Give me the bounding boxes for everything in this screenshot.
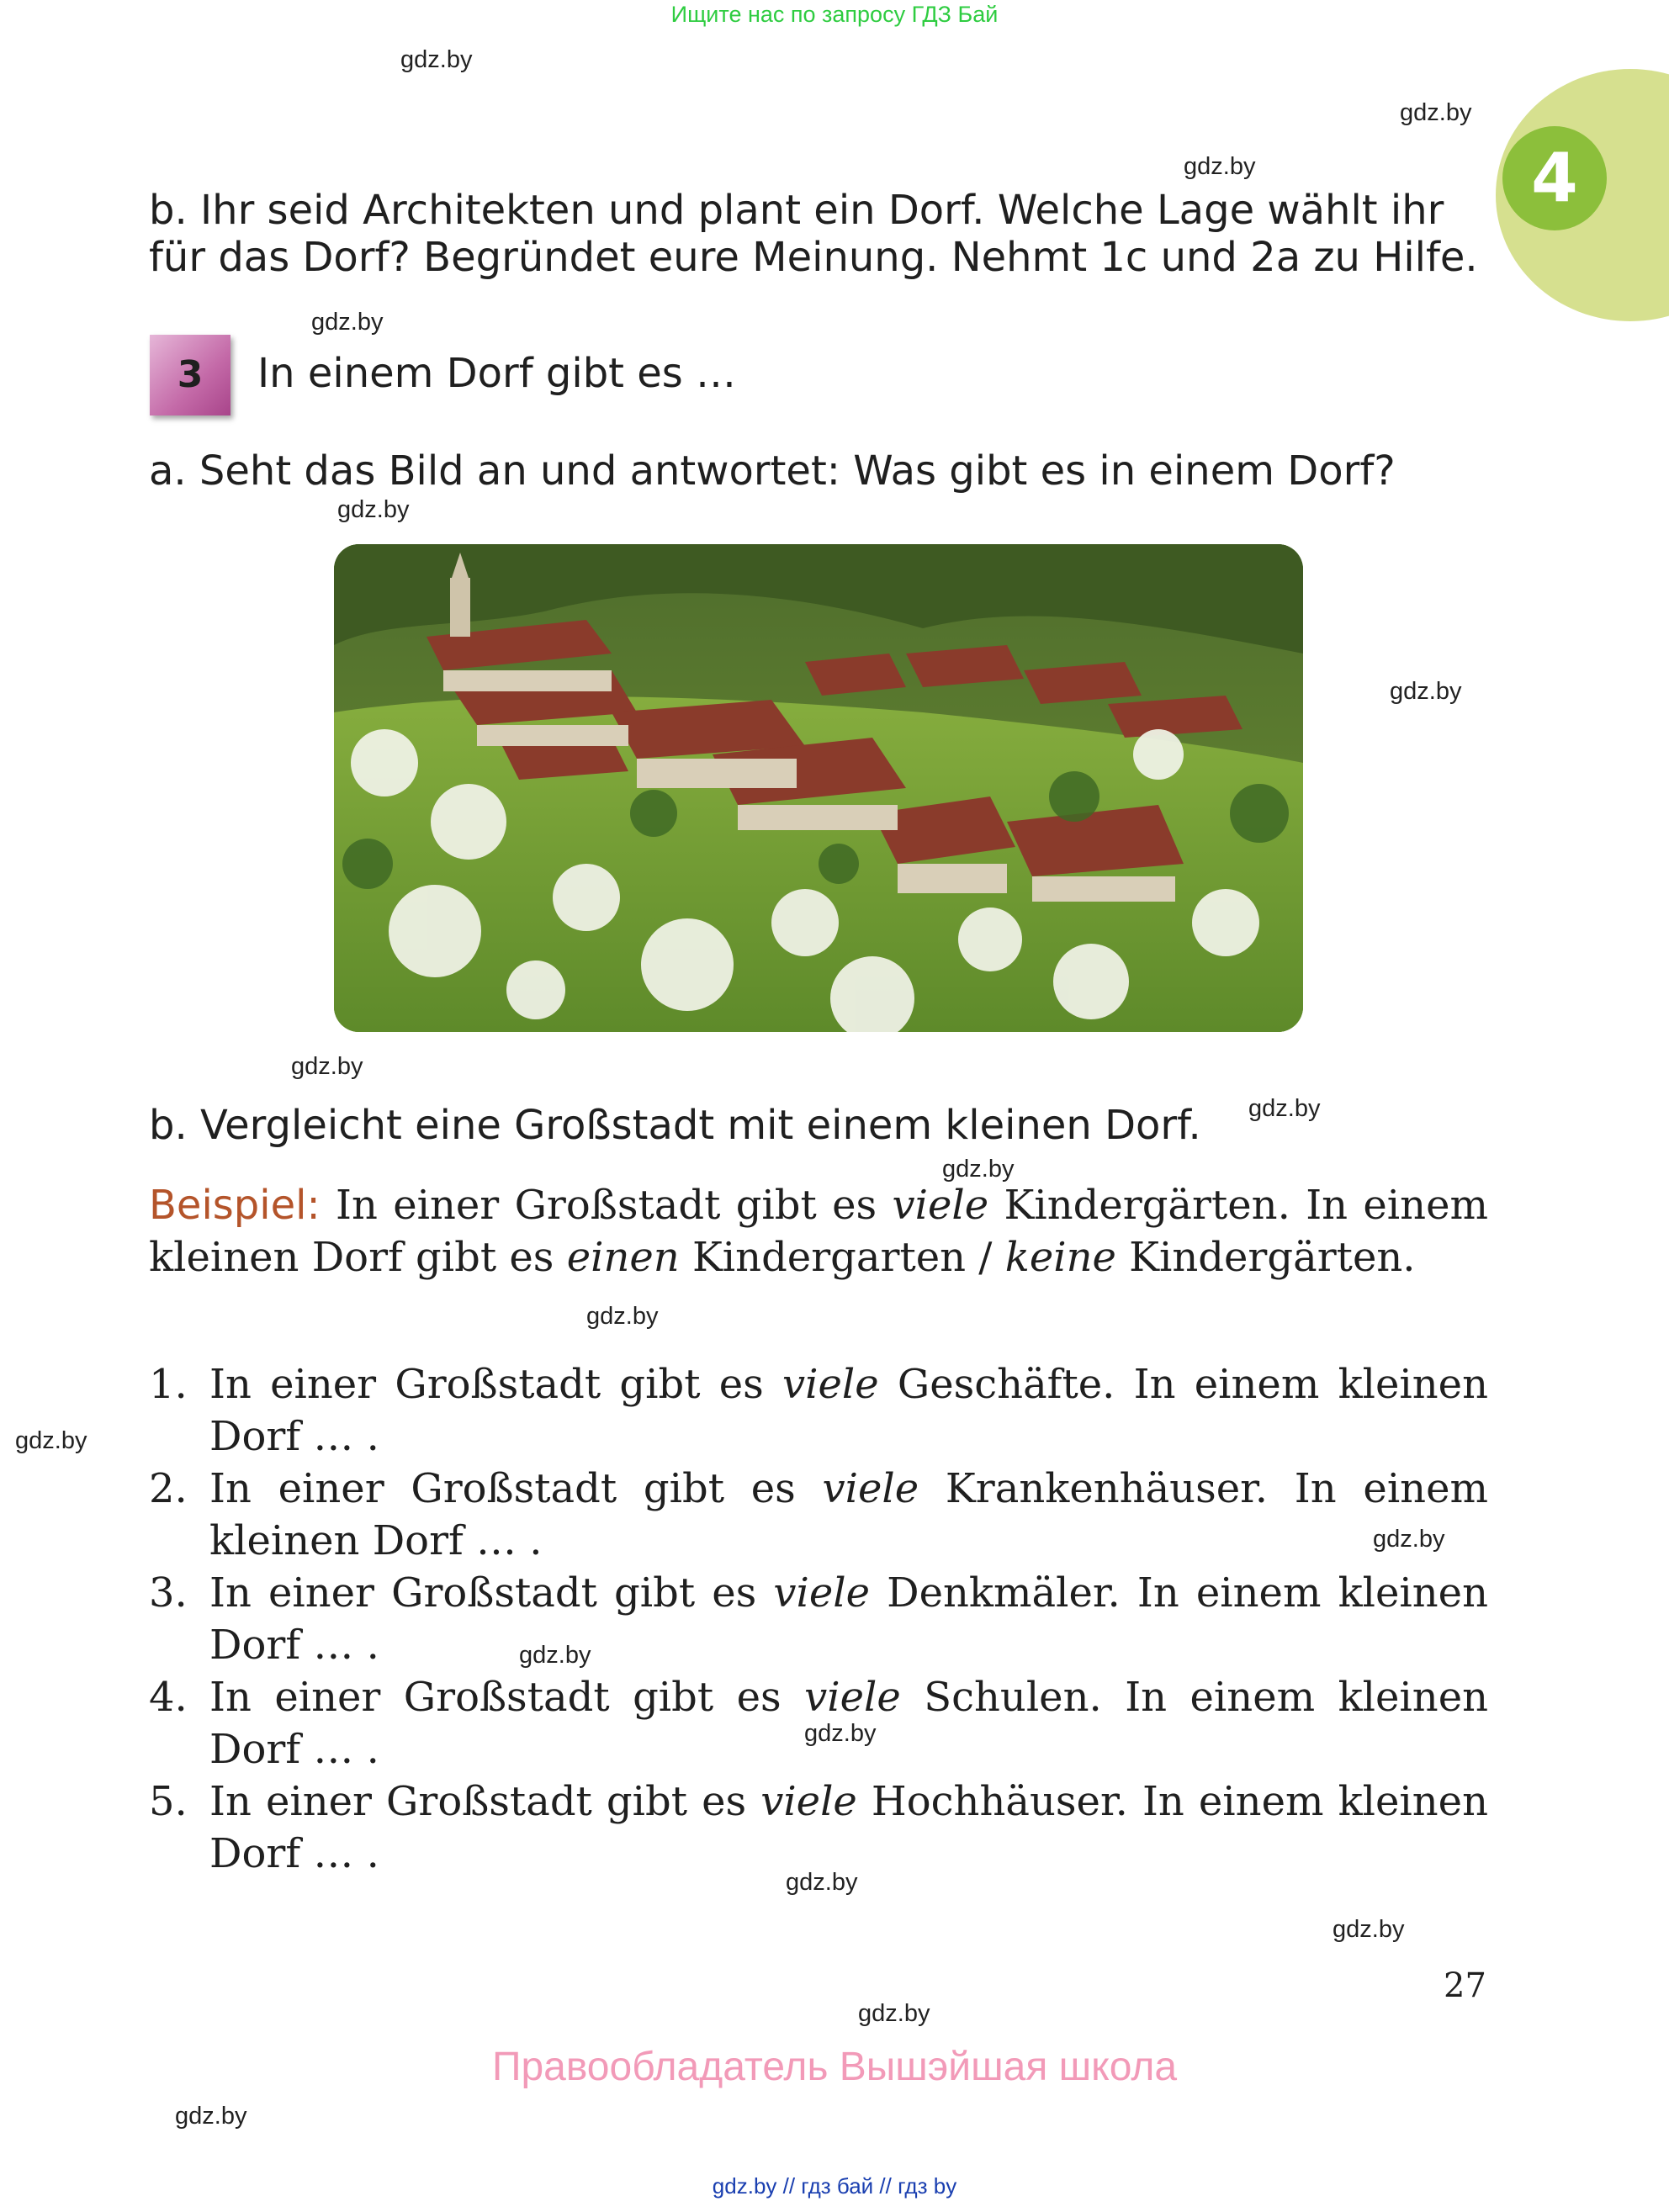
watermark: gdz.by [804,1720,877,1747]
example-text: Kindergärten. [1115,1234,1416,1281]
page-number: 27 [1444,1966,1486,2005]
watermark: gdz.by [786,1869,858,1896]
task-3b-instruction: b. Vergleicht eine Großstadt mit einem kleinen Dorf. [149,1102,1201,1149]
watermark: gdz.by [311,309,384,336]
example-text: Kindergarten / [679,1234,1005,1281]
task-number-badge: 3 [150,335,230,415]
item-number: 2. [149,1465,188,1512]
example-emphasis: viele [892,1182,989,1229]
example-paragraph [149,1179,1488,1283]
watermark: gdz.by [15,1427,87,1454]
watermark: gdz.by [1373,1526,1445,1553]
exercise-list [149,1358,1488,1880]
item-emphasis: viele [822,1465,919,1512]
watermark: gdz.by [1248,1095,1321,1122]
item-text: Denkmäler. In einem kleinen Dorf … . [209,1569,1488,1669]
task-3-title: In einem Dorf gibt es … [257,350,737,397]
item-number: 4. [149,1674,188,1721]
task-2b-instruction: b. Ihr seid Architekten und plant ein Dorf. Welche Lage wählt ihr für das Dorf? Begründet eure Meinung. Nehmt 1c und 2a zu Hilfe. [149,187,1478,281]
item-number: 3. [149,1569,188,1617]
task-3a-instruction: a. Seht das Bild an und antwortet: Was gibt es in einem Dorf? [149,447,1396,495]
item-text: In einer Großstadt gibt es [209,1778,761,1825]
chapter-number: 4 [1502,126,1607,230]
list-item [149,1775,1488,1880]
example-text: In einer Großstadt gibt es [320,1182,893,1229]
item-number: 1. [149,1361,188,1408]
watermark: gdz.by [586,1303,659,1330]
watermark: gdz.by [1400,99,1472,126]
item-text: Krankenhäuser. In einem kleinen Dorf … . [209,1465,1489,1564]
item-emphasis: viele [773,1569,870,1617]
list-item [149,1567,1488,1671]
example-emphasis: keine [1004,1234,1116,1281]
watermark: gdz.by [519,1642,591,1669]
watermark: gdz.by [1184,153,1256,180]
watermark: gdz.by [337,496,410,523]
watermark: gdz.by [1390,678,1462,705]
watermark: gdz.by [942,1156,1015,1183]
item-text: Geschäfte. In einem kleinen Dorf … . [209,1361,1489,1460]
example-text: Kindergärten. In einem kleinen Dorf gibt es [149,1182,1488,1281]
footer-links[interactable]: gdz.by // гдз бай // гдз by [712,2173,957,2199]
list-item [149,1463,1488,1567]
watermark: gdz.by [291,1053,363,1080]
item-text: In einer Großstadt gibt es [209,1569,774,1617]
watermark: gdz.by [400,46,473,73]
watermark: gdz.by [175,2103,247,2130]
copyright-notice: Правообладатель Вышэйшая школа [491,2045,1178,2089]
item-emphasis: viele [782,1361,879,1408]
list-item [149,1358,1488,1463]
example-emphasis: einen [566,1234,680,1281]
item-text: In einer Großstadt gibt es [209,1361,783,1408]
item-emphasis: viele [804,1674,901,1721]
list-item [149,1671,1488,1775]
watermark: gdz.by [858,2000,930,2027]
item-text: In einer Großstadt gibt es [209,1674,805,1721]
top-search-banner: Ищите нас по запросу ГДЗ Бай [670,2,999,27]
item-text: Hochhäuser. In einem kleinen Dorf … . [209,1778,1488,1877]
item-number: 5. [149,1778,188,1825]
item-emphasis: viele [760,1778,857,1825]
item-text: In einer Großstadt gibt es [209,1465,823,1512]
village-photo [334,544,1303,1032]
example-label: Beispiel: [149,1182,321,1229]
watermark: gdz.by [1333,1916,1405,1943]
item-text: Schulen. In einem kleinen Dorf … . [209,1674,1489,1773]
